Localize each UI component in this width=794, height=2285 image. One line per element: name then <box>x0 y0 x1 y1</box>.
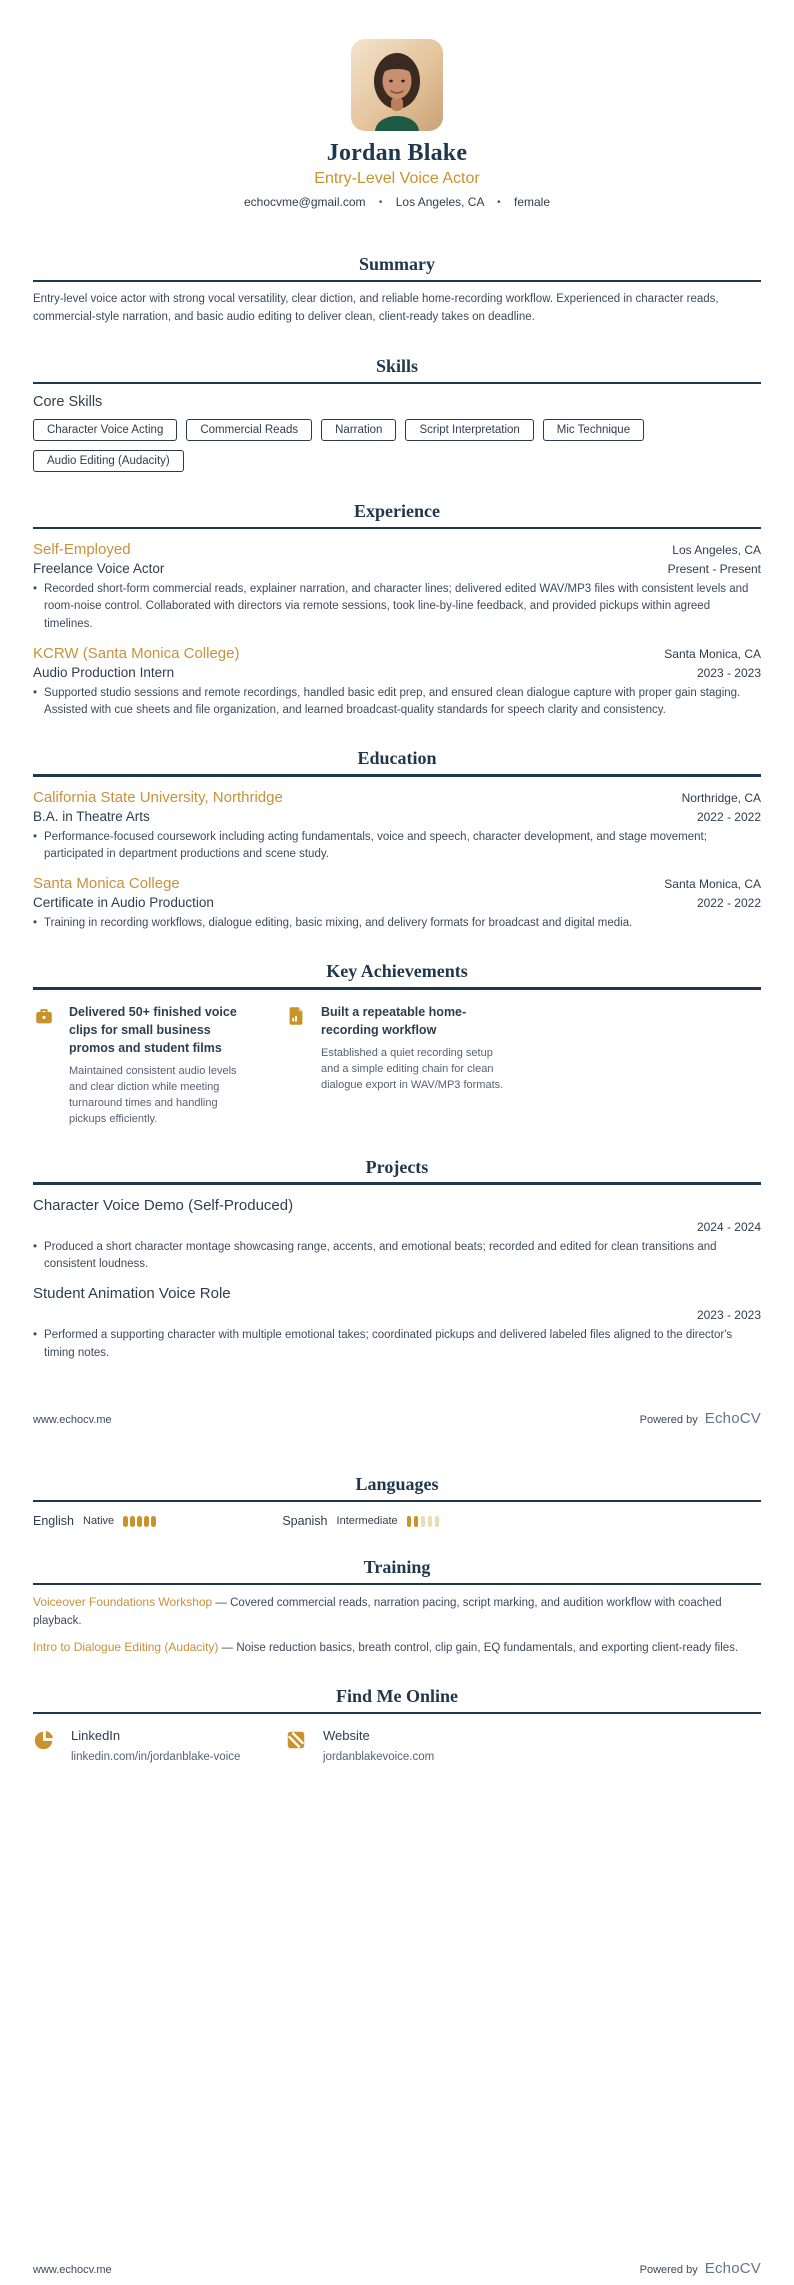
achievement-grid <box>33 1003 761 1128</box>
training-description: Noise reduction basics, breath control, clip gain, EQ fundamentals, and exporting client-ready files. <box>236 1641 739 1654</box>
section-divider <box>33 1182 761 1185</box>
experience-role: Audio Production Intern <box>33 664 175 680</box>
training-name: Voiceover Foundations Workshop <box>33 1595 213 1610</box>
education-dates: 2022 - 2022 <box>696 896 761 911</box>
skill-chip: Mic Technique <box>543 419 644 441</box>
footer-powered-text: Powered by <box>639 1413 698 1426</box>
training-item <box>33 1638 761 1657</box>
footer-powered-by <box>640 1410 761 1427</box>
projects-heading: Projects <box>365 1156 429 1177</box>
links-grid-spacer <box>537 1728 761 1763</box>
section-divider <box>33 1583 761 1586</box>
education-bullet-text: Training in recording workflows, dialogue editing, basic mixing, and delivery formats for broadcast and digital media. <box>44 917 633 930</box>
project-entry <box>33 1285 761 1362</box>
skills-group-label: Core Skills <box>33 394 103 410</box>
language-name: Spanish <box>282 1514 328 1529</box>
footer-site-link[interactable]: www.echocv.me <box>33 1413 112 1426</box>
language-level: Intermediate <box>336 1515 398 1528</box>
training-separator: — <box>221 1641 234 1654</box>
education-heading: Education <box>357 748 437 769</box>
bullet-glyph: • <box>33 1329 38 1342</box>
online-link-item <box>285 1728 509 1763</box>
experience-entry <box>33 645 761 720</box>
footer-powered-text: Powered by <box>639 2264 698 2276</box>
profile-photo-illustration <box>351 39 443 131</box>
education-bullet <box>33 829 761 864</box>
bullet-glyph: • <box>33 917 38 930</box>
achievement-grid-spacer <box>537 1003 761 1128</box>
project-dates: 2023 - 2023 <box>696 1308 761 1323</box>
section-divider <box>33 382 761 385</box>
achievement-title: Delivered 50+ finished voice clips for small business promos and student films <box>69 1004 237 1055</box>
achievement-description: Maintained consistent audio levels and clear diction while meeting turnaround times and handling pickups efficiently. <box>69 1064 237 1125</box>
skill-chip-list <box>33 419 761 472</box>
experience-heading: Experience <box>354 501 440 521</box>
summary-text: Entry-level voice actor with strong vocal versatility, clear diction, and reliable home-recording workflow. Experienced in character reads, commercial-style narration, and basic audio editing to deliver clean, client-ready takes on deadline. <box>33 293 719 323</box>
education-degree: Certificate in Audio Production <box>33 895 214 911</box>
language-grid-spacer <box>532 1514 761 1528</box>
bullet-glyph: • <box>33 830 38 843</box>
languages-heading: Languages <box>355 1473 439 1494</box>
training-name: Intro to Dialogue Editing (Audacity) <box>33 1639 219 1654</box>
training-item <box>33 1593 761 1630</box>
section-languages <box>33 1474 761 1528</box>
section-experience <box>33 501 761 719</box>
section-training <box>33 1557 761 1657</box>
skill-chip: Commercial Reads <box>186 419 312 441</box>
footer-brand-echocv[interactable]: EchoCV <box>704 1409 761 1427</box>
education-school: Santa Monica College <box>33 875 180 893</box>
section-summary <box>33 254 761 327</box>
education-location: Northridge, CA <box>681 790 761 805</box>
section-education <box>33 748 761 932</box>
project-dates: 2024 - 2024 <box>696 1219 761 1234</box>
section-find-me-online <box>33 1686 761 1763</box>
project-bullet-text: Performed a supporting character with multiple emotional takes; coordinated pickups and delivered labeled files aligned to the director's timing notes. <box>44 1329 733 1359</box>
linkedin-pie-icon <box>33 1728 55 1763</box>
experience-entry <box>33 541 761 633</box>
skill-chip: Character Voice Acting <box>33 419 177 441</box>
achievement-item <box>33 1003 257 1128</box>
language-item <box>282 1514 511 1528</box>
achievement-title: Built a repeatable home-recording workflow <box>321 1004 467 1037</box>
contact-email: echocvme@gmail.com <box>243 195 366 209</box>
section-divider <box>33 280 761 283</box>
section-divider <box>33 987 761 990</box>
education-school: California State University, Northridge <box>33 788 283 806</box>
training-heading: Training <box>363 1557 431 1578</box>
page-footer <box>33 1410 761 1427</box>
education-entry <box>33 875 761 932</box>
section-key-achievements <box>33 961 761 1127</box>
section-divider <box>33 1500 761 1503</box>
linkedin-url[interactable]: linkedin.com/in/jordanblake-voice <box>71 1751 241 1764</box>
contact-location: Los Angeles, CA <box>395 195 484 209</box>
experience-bullet-text: Supported studio sessions and remote recordings, handled basic edit prep, and ensured clean dialogue capture with proper gain staging. Assisted with cue sheets and file organization, and learned broadcast-quality standards for speech clarity and consistency. <box>44 686 741 717</box>
training-description: Covered commercial reads, narration pacing, script marking, and audition workflow with coached playback. <box>33 1597 722 1627</box>
summary-heading: Summary <box>359 254 435 274</box>
footer-powered-by <box>640 2260 761 2277</box>
section-skills <box>33 356 761 472</box>
section-divider <box>33 527 761 530</box>
project-bullet <box>33 1327 761 1362</box>
online-links-grid <box>33 1728 761 1763</box>
website-url[interactable]: jordanblakevoice.com <box>323 1751 435 1764</box>
file-chart-icon <box>285 1003 307 1128</box>
experience-company: KCRW (Santa Monica College) <box>33 644 240 662</box>
experience-dates: 2023 - 2023 <box>696 665 761 680</box>
contact-line <box>33 195 761 209</box>
footer-brand-echocv[interactable]: EchoCV <box>704 2260 761 2277</box>
key-achievements-heading: Key Achievements <box>326 961 468 982</box>
skill-chip: Audio Editing (Audacity) <box>33 450 184 472</box>
education-entry <box>33 789 761 864</box>
footer-site-link[interactable]: www.echocv.me <box>33 2264 112 2276</box>
education-dates: 2022 - 2022 <box>696 809 761 824</box>
project-bullet <box>33 1239 761 1274</box>
linkedin-label: LinkedIn <box>71 1728 121 1744</box>
person-name: Jordan Blake <box>326 140 468 166</box>
bullet-glyph: • <box>33 1240 38 1253</box>
experience-location: Santa Monica, CA <box>664 646 761 661</box>
skills-heading: Skills <box>375 355 419 376</box>
education-location: Santa Monica, CA <box>664 877 761 892</box>
contact-gender: female <box>514 195 551 209</box>
project-entry <box>33 1197 761 1274</box>
experience-company: Self-Employed <box>33 541 131 559</box>
find-me-online-heading: Find Me Online <box>335 1686 458 1706</box>
online-link-item <box>33 1728 257 1763</box>
education-degree: B.A. in Theatre Arts <box>33 808 150 824</box>
contact-separator-dot: • <box>378 197 383 208</box>
skill-chip: Script Interpretation <box>405 419 533 441</box>
briefcase-icon <box>33 1003 55 1128</box>
resume-page <box>0 39 794 1763</box>
project-title: Character Voice Demo (Self-Produced) <box>33 1196 294 1214</box>
experience-bullet <box>33 581 761 633</box>
contact-separator-dot: • <box>497 197 501 208</box>
language-item <box>33 1514 262 1528</box>
achievement-item <box>285 1003 509 1128</box>
education-bullet <box>33 915 761 932</box>
section-divider <box>33 774 761 777</box>
experience-location: Los Angeles, CA <box>672 543 761 558</box>
experience-dates: Present - Present <box>667 562 761 577</box>
language-proficiency-dots <box>407 1516 440 1527</box>
bullet-glyph: • <box>33 583 38 596</box>
experience-bullet-text: Recorded short-form commercial reads, explainer narration, and character lines; delivered edited WAV/MP3 files with consistent levels and room-noise control. Collaborated with directors via remote sessions, took line-by-line feedback, and provided pickups within agreed timelines. <box>44 583 749 630</box>
bullet-glyph: • <box>33 686 38 699</box>
language-proficiency-dots <box>123 1516 156 1527</box>
achievement-description: Established a quiet recording setup and a simple editing chain for clean dialogue export in WAV/MP3 formats. <box>321 1046 504 1091</box>
website-send-icon <box>285 1728 307 1763</box>
language-grid <box>33 1514 761 1528</box>
project-bullet-text: Produced a short character montage showcasing range, accents, and emotional beats; recorded and edited for clean transitions and consistent loudness. <box>44 1240 717 1271</box>
profile-photo <box>351 39 443 131</box>
skill-chip: Narration <box>321 419 396 441</box>
education-bullet-text: Performance-focused coursework including acting fundamentals, voice and speech, character development, and stage movement; participated in department productions and scene study. <box>44 830 707 860</box>
experience-role: Freelance Voice Actor <box>33 561 165 577</box>
website-label: Website <box>323 1728 370 1744</box>
language-level: Native <box>83 1515 115 1528</box>
training-separator: — <box>215 1597 227 1610</box>
experience-bullet <box>33 685 761 720</box>
page-footer <box>33 2260 761 2277</box>
language-name: English <box>33 1514 74 1529</box>
project-title: Student Animation Voice Role <box>33 1285 231 1303</box>
section-divider <box>33 1712 761 1715</box>
person-job-title: Entry-Level Voice Actor <box>314 170 480 187</box>
section-projects <box>33 1157 761 1362</box>
